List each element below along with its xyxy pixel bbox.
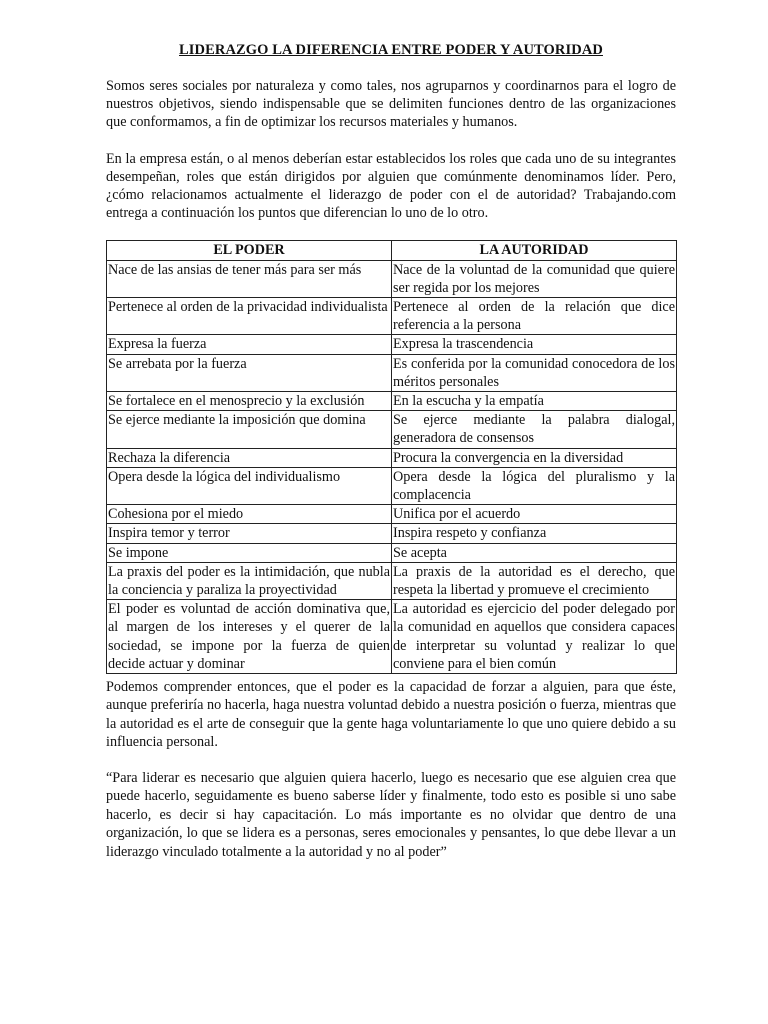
table-row [107,354,677,391]
table-cell: Opera desde la lógica del individualismo [107,467,392,504]
table-cell: Expresa la trascendencia [392,335,677,354]
table-header-row [107,241,677,260]
table-cell: Cohesiona por el miedo [107,505,392,524]
table-cell: Pertenece al orden de la relación que dice referencia a la persona [393,299,675,334]
table-cell: Se ejerce mediante la palabra dialogal, generadora de consensos [393,412,675,447]
table-cell: Unifica por el acuerdo [392,505,677,524]
table-cell: Se impone [107,543,392,562]
table-cell: Opera desde la lógica del pluralismo y la complacencia [393,468,675,504]
column-header-poder: EL PODER [107,241,392,260]
table-cell: La praxis de la autoridad es el derecho, que respeta la libertad y promueve el crecimiento [393,563,675,599]
table-cell: Nace de la voluntad de la comunidad que quiere ser regida por los mejores [393,261,675,296]
table-cell: Se ejerce mediante la imposición que domina [107,411,392,448]
document-title: LIDERAZGO LA DIFERENCIA ENTRE PODER Y AUTORIDAD [179,42,603,58]
table-cell: Inspira temor y terror [107,524,392,543]
table-cell: Se arrebata por la fuerza [107,354,392,391]
table-cell: Procura la convergencia en la diversidad [392,448,677,467]
closing-quote: “Para liderar es necesario que alguien quiera hacerlo, luego es necesario que ese alguien crea que puede hacerlo, seguidamente es bueno saberse líder y finalmente, todo esto es posible si uno sabe hacerlo, es decir si hay capacitación. Lo más importante es no olvidar que dentro de una organización, lo que se lidera es a personas, seres emocionales y pensantes, lo que debe llevar a un liderazgo vinculado totalmente a la autoridad y no al poder” [106,769,676,860]
comparison-table [106,240,677,674]
table-row [107,411,677,448]
table-cell: Es conferida por la comunidad conocedora de los méritos personales [393,355,675,390]
table-row [107,298,677,335]
table-cell: La autoridad es ejercicio del poder delegado por la comunidad en aquellos que considera capaces de interpretar su voluntad y realizar lo que conviene para el bien común [393,601,675,672]
context-paragraph: En la empresa están, o al menos deberían estar establecidos los roles que cada uno de su integrantes desempeñan, roles que están dirigidos por alguien que comúnmente denominamos líder. Pero, ¿cómo relacionamos actualmente el liderazgo de poder con el de autoridad? Trabajando.com entrega a continuación los puntos que diferencian lo uno de lo otro. [106,150,676,222]
table-row [107,260,677,297]
table-cell: Inspira respeto y confianza [392,524,677,543]
table-row [107,448,677,467]
table-row [107,392,677,411]
table-cell: Pertenece al orden de la privacidad individualista [107,298,392,335]
column-header-autoridad: LA AUTORIDAD [392,241,677,260]
table-row [107,600,677,674]
table-cell: Nace de las ansias de tener más para ser más [107,260,392,297]
table-cell: Rechaza la diferencia [107,448,392,467]
table-cell: El poder es voluntad de acción dominativa que, al margen de los intereses y el querer de la sociedad, se impone por la fuerza de quien decide actuar y dominar [108,601,390,672]
conclusion-paragraph: Podemos comprender entonces, que el poder es la capacidad de forzar a alguien, para que éste, aunque preferiría no hacerla, haga nuestra voluntad debido a nuestra posición o fuerza, mientras que la autoridad es el arte de conseguir que la gente haga voluntariamente lo que uno quiere debido a su influencia personal. [106,679,676,750]
table-row [107,505,677,524]
table-cell: La praxis del poder es la intimidación, que nubla la conciencia y paraliza la proyectividad [108,563,390,599]
table-cell: Se acepta [392,543,677,562]
table-row [107,467,677,504]
table-row [107,524,677,543]
intro-paragraph: Somos seres sociales por naturaleza y como tales, nos agruparnos y coordinarnos para el logro de nuestros objetivos, siendo indispensable que se delimiten funciones dentro de las organizaciones que conformamos, a fin de optimizar los recursos materiales y humanos. [106,78,676,131]
table-cell: Expresa la fuerza [107,335,392,354]
table-cell: Se fortalece en el menosprecio y la exclusión [107,392,392,411]
table-row [107,562,677,599]
table-row [107,543,677,562]
table-cell: En la escucha y la empatía [392,392,677,411]
table-row [107,335,677,354]
